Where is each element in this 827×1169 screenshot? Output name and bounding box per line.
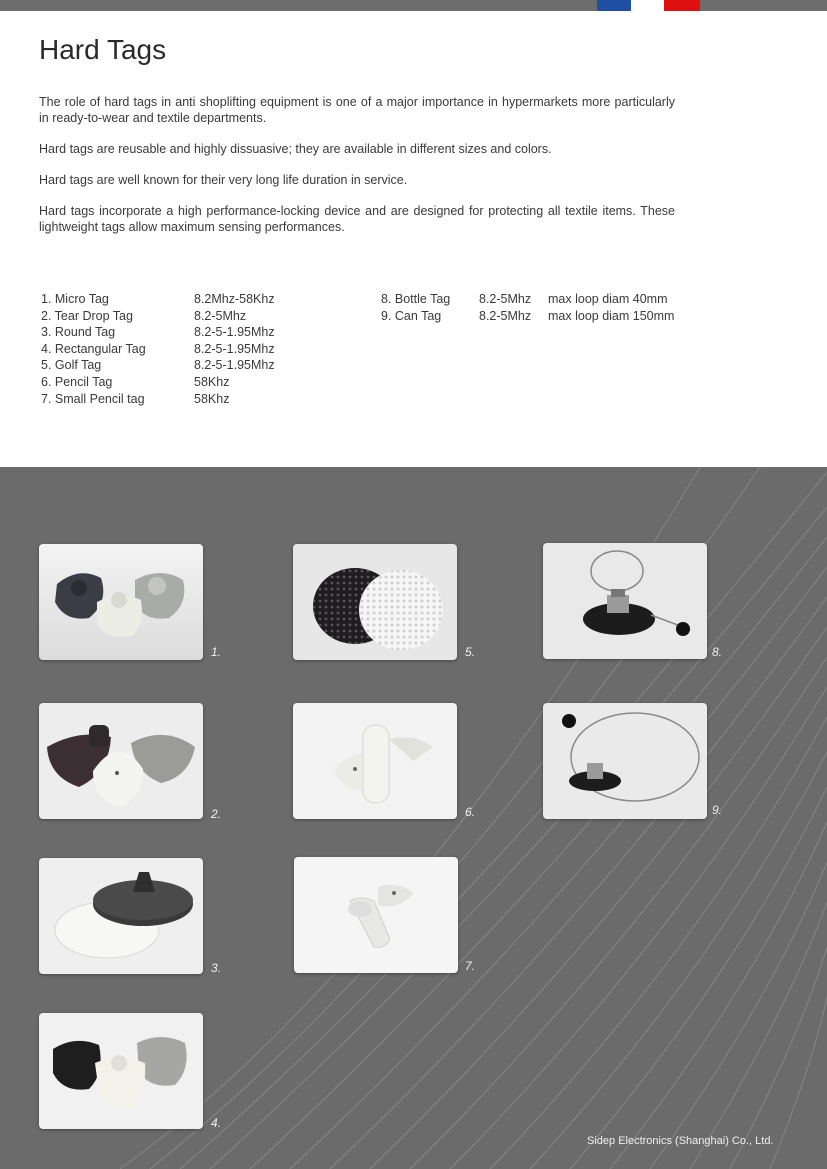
flag-white-stripe bbox=[631, 0, 664, 11]
spec-row bbox=[381, 308, 674, 325]
photo-round-tag bbox=[39, 858, 203, 974]
paragraph-locking-device: Hard tags incorporate a high performance-locking device and are designed for protecting all textile items. These lightweight tags allow maximum sensing performances. bbox=[39, 204, 675, 234]
spec-name: 2. Tear Drop Tag bbox=[41, 308, 133, 323]
photo-tear-drop-tag bbox=[39, 703, 203, 819]
spec-name: 5. Golf Tag bbox=[41, 358, 102, 373]
footer-company: Sidep Electronics (Shanghai) Co., Ltd. bbox=[587, 1135, 774, 1147]
spec-row bbox=[381, 291, 674, 308]
spec-frequency: 8.2-5Mhz bbox=[194, 308, 247, 323]
photo-label-1: 1. bbox=[211, 645, 222, 659]
flag-blue-stripe bbox=[597, 0, 631, 11]
spec-row bbox=[41, 291, 275, 308]
photo-label-2: 2. bbox=[211, 807, 222, 821]
spec-row bbox=[41, 308, 275, 325]
spec-row bbox=[41, 324, 275, 341]
spec-note: max loop diam 150mm bbox=[548, 308, 675, 323]
photo-label-3: 3. bbox=[211, 961, 222, 975]
spec-frequency: 8.2-5-1.95Mhz bbox=[194, 341, 275, 356]
photo-label-7: 7. bbox=[465, 959, 476, 973]
spec-name: 3. Round Tag bbox=[41, 325, 116, 340]
spec-name: 4. Rectangular Tag bbox=[41, 341, 146, 356]
spec-name: 6. Pencil Tag bbox=[41, 374, 113, 389]
paragraph-role: The role of hard tags in anti shoplifting equipment is one of a major importance in hypermarkets more particularly in ready-to-wear and textile departments. bbox=[39, 95, 675, 125]
photo-bottle-tag bbox=[543, 543, 707, 659]
photo-label-5: 5. bbox=[465, 645, 476, 659]
spec-frequency: 58Khz bbox=[194, 391, 230, 406]
spec-frequency: 58Khz bbox=[194, 374, 230, 389]
photo-label-9: 9. bbox=[712, 803, 723, 817]
spec-name: 7. Small Pencil tag bbox=[41, 391, 145, 406]
spec-name: 1. Micro Tag bbox=[41, 292, 109, 306]
photo-label-8: 8. bbox=[712, 645, 723, 659]
photo-label-6: 6. bbox=[465, 805, 476, 819]
photo-can-tag bbox=[543, 703, 707, 819]
spec-row bbox=[41, 391, 275, 408]
photo-small-pencil-tag bbox=[294, 857, 458, 973]
top-bar bbox=[0, 0, 827, 11]
photo-micro-tag bbox=[39, 544, 203, 660]
paragraph-reusable: Hard tags are reusable and highly dissuasive; they are available in different sizes and colors. bbox=[39, 142, 552, 156]
photo-golf-tag bbox=[293, 544, 457, 660]
spec-row bbox=[41, 374, 275, 391]
spec-frequency: 8.2-5-1.95Mhz bbox=[194, 325, 275, 340]
spec-frequency: 8.2Mhz-58Khz bbox=[194, 292, 275, 306]
spec-row bbox=[41, 341, 275, 358]
spec-name: 9. Can Tag bbox=[381, 308, 442, 323]
spec-note: max loop diam 40mm bbox=[548, 292, 668, 306]
spec-list-right bbox=[381, 291, 674, 324]
paragraph-life-duration: Hard tags are well known for their very long life duration in service. bbox=[39, 173, 408, 187]
photo-pencil-tag bbox=[293, 703, 457, 819]
spec-frequency: 8.2-5-1.95Mhz bbox=[194, 358, 275, 373]
spec-name: 8. Bottle Tag bbox=[381, 292, 451, 306]
page-title: Hard Tags bbox=[39, 34, 167, 65]
spec-frequency: 8.2-5Mhz bbox=[479, 308, 532, 323]
spec-frequency: 8.2-5Mhz bbox=[479, 292, 532, 306]
spec-list-left bbox=[41, 291, 275, 407]
photo-label-4: 4. bbox=[211, 1116, 222, 1130]
flag-red-stripe bbox=[664, 0, 700, 11]
photo-rectangular-tag bbox=[39, 1013, 203, 1129]
spec-row bbox=[41, 357, 275, 374]
